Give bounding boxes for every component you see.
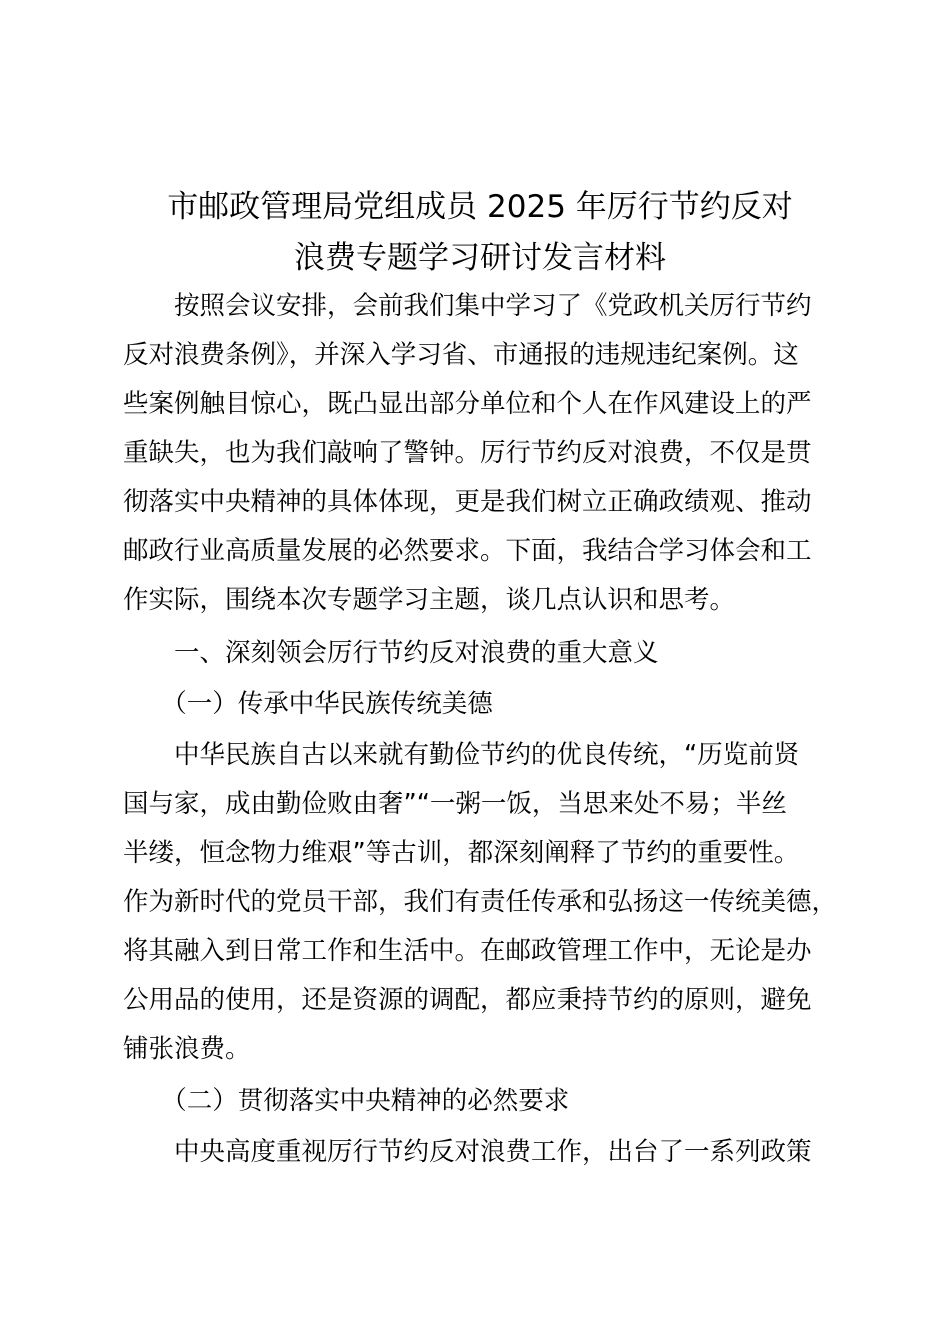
body-line: 半缕，恒念物力维艰”等古训，都深刻阐释了节约的重要性。	[123, 838, 800, 868]
subsection-heading-1: （一）传承中华民族传统美德	[123, 689, 493, 719]
body-line: 反对浪费条例》，并深入学习省、市通报的违规违纪案例。这	[123, 340, 799, 370]
body-line: 些案例触目惊心，既凸显出部分单位和个人在作风建设上的严	[123, 389, 812, 419]
section-heading-1: 一、深刻领会厉行节约反对浪费的重大意义	[123, 638, 659, 668]
document-title-line-2: 浪费专题学习研讨发言材料	[294, 240, 666, 276]
body-line: 邮政行业高质量发展的必然要求。下面，我结合学习体会和工	[123, 536, 812, 566]
subsection-heading-2: （二）贯彻落实中央精神的必然要求	[123, 1086, 570, 1116]
document-title-line-1: 市邮政管理局党组成员 2025 年厉行节约反对	[167, 189, 793, 225]
body-line: 国与家，成由勤俭败由奢”“一粥一饭，当思来处不易；半丝	[123, 789, 787, 819]
body-line: 中央高度重视厉行节约反对浪费工作，出台了一系列政策	[123, 1137, 812, 1167]
body-line: 重缺失，也为我们敲响了警钟。厉行节约反对浪费，不仅是贯	[123, 438, 812, 468]
body-line: 将其融入到日常工作和生活中。在邮政管理工作中，无论是办	[123, 936, 812, 966]
body-line: 中华民族自古以来就有勤俭节约的优良传统，“历览前贤	[123, 740, 800, 770]
body-line: 作实际，围绕本次专题学习主题，谈几点认识和思考。	[123, 585, 736, 615]
body-line: 作为新时代的党员干部，我们有责任传承和弘扬这一传统美德，	[123, 887, 838, 917]
body-line: 公用品的使用，还是资源的调配，都应秉持节约的原则，避免	[123, 985, 812, 1015]
body-line: 按照会议安排，会前我们集中学习了《党政机关厉行节约	[123, 291, 812, 321]
body-line: 彻落实中央精神的具体体现，更是我们树立正确政绩观、推动	[123, 487, 812, 517]
body-line: 铺张浪费。	[123, 1034, 251, 1064]
